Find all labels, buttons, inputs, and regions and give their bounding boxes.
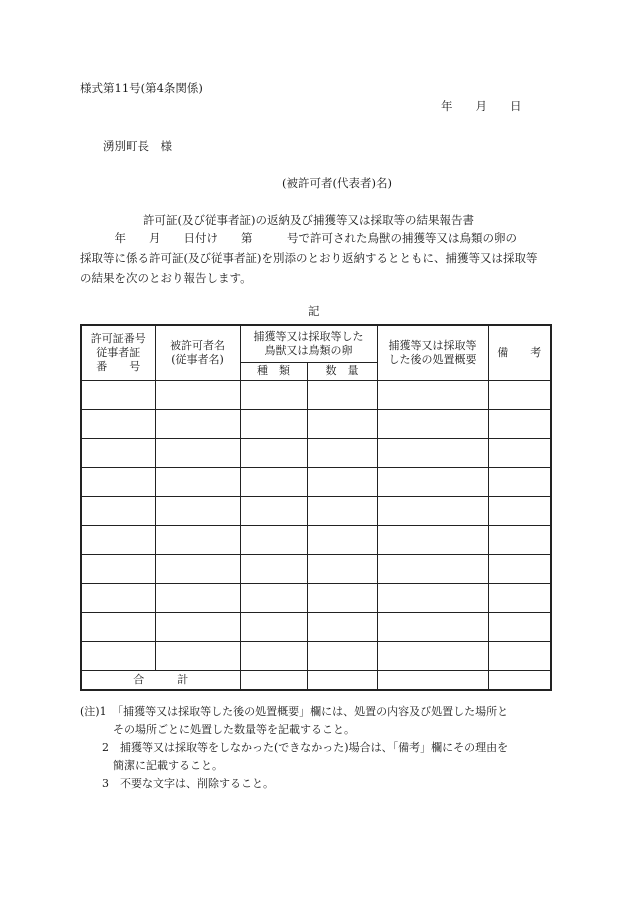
header-row	[81, 325, 551, 362]
cell[interactable]	[377, 380, 488, 409]
cell[interactable]	[155, 380, 240, 409]
note-line: 簡潔に記載すること。	[80, 759, 223, 772]
table-row	[81, 496, 551, 525]
ki-heading: 記	[308, 304, 320, 318]
cell[interactable]	[155, 583, 240, 612]
cell[interactable]	[155, 438, 240, 467]
cell[interactable]	[155, 612, 240, 641]
cell[interactable]	[155, 554, 240, 583]
cell[interactable]	[155, 641, 240, 670]
cell[interactable]	[155, 409, 240, 438]
cell[interactable]	[240, 409, 307, 438]
header-remarks: 備 考	[488, 325, 551, 380]
total-remarks-cell[interactable]	[488, 670, 551, 690]
cell[interactable]	[81, 525, 155, 554]
header-permittee-name: 被許可者名 (従事者名)	[155, 325, 240, 380]
cell[interactable]	[377, 554, 488, 583]
date-line: 年 月 日	[441, 99, 522, 113]
total-disposal-cell[interactable]	[377, 670, 488, 690]
cell[interactable]	[240, 380, 307, 409]
table-row	[81, 409, 551, 438]
cell[interactable]	[377, 438, 488, 467]
cell[interactable]	[307, 438, 377, 467]
header-quantity: 数 量	[307, 362, 377, 380]
total-row	[81, 670, 551, 690]
cell[interactable]	[81, 583, 155, 612]
total-quantity-cell[interactable]	[307, 670, 377, 690]
cell[interactable]	[307, 409, 377, 438]
cell[interactable]	[81, 554, 155, 583]
note-line: (注)1 「捕獲等又は採取等した後の処置概要」欄には、処置の内容及び処置した場所と	[80, 705, 509, 718]
cell[interactable]	[307, 583, 377, 612]
cell[interactable]	[377, 496, 488, 525]
cell[interactable]	[81, 467, 155, 496]
cell[interactable]	[488, 554, 551, 583]
cell[interactable]	[155, 496, 240, 525]
table-row	[81, 612, 551, 641]
body-line: 採取等に係る許可証(及び従事者証)を別添のとおり返納するとともに、捕獲等又は採取等	[80, 251, 538, 265]
cell[interactable]	[81, 380, 155, 409]
notes	[80, 703, 560, 793]
cell[interactable]	[307, 380, 377, 409]
cell[interactable]	[488, 467, 551, 496]
cell[interactable]	[488, 438, 551, 467]
cell[interactable]	[307, 525, 377, 554]
cell[interactable]	[307, 641, 377, 670]
header-kind: 種 類	[240, 362, 307, 380]
table-row	[81, 554, 551, 583]
table-row	[81, 467, 551, 496]
table-row	[81, 438, 551, 467]
header-permit-number: 許可証番号 従事者証 番 号	[81, 325, 155, 380]
cell[interactable]	[155, 525, 240, 554]
cell[interactable]	[81, 612, 155, 641]
cell[interactable]	[240, 525, 307, 554]
addressee: 湧別町長 様	[103, 139, 172, 153]
cell[interactable]	[488, 409, 551, 438]
cell[interactable]	[240, 554, 307, 583]
cell[interactable]	[488, 612, 551, 641]
body-paragraph	[80, 228, 550, 288]
cell[interactable]	[488, 583, 551, 612]
note-line: その場所ごとに処置した数量等を記載すること。	[80, 723, 355, 736]
cell[interactable]	[307, 554, 377, 583]
total-kind-cell[interactable]	[240, 670, 307, 690]
table-row	[81, 583, 551, 612]
cell[interactable]	[488, 380, 551, 409]
cell[interactable]	[377, 612, 488, 641]
cell[interactable]	[81, 438, 155, 467]
form-label: 様式第11号(第4条関係)	[80, 81, 203, 95]
cell[interactable]	[240, 467, 307, 496]
header-captured: 捕獲等又は採取等した 鳥獣又は鳥類の卵	[240, 325, 377, 362]
cell[interactable]	[488, 641, 551, 670]
cell[interactable]	[81, 409, 155, 438]
cell[interactable]	[81, 641, 155, 670]
cell[interactable]	[155, 467, 240, 496]
total-label: 合 計	[81, 670, 240, 690]
cell[interactable]	[377, 641, 488, 670]
cell[interactable]	[240, 641, 307, 670]
table-row	[81, 525, 551, 554]
header-disposal: 捕獲等又は採取等 した後の処置概要	[377, 325, 488, 380]
cell[interactable]	[307, 467, 377, 496]
cell[interactable]	[377, 583, 488, 612]
cell[interactable]	[488, 496, 551, 525]
document-title: 許可証(及び従事者証)の返納及び捕獲等又は採取等の結果報告書	[143, 213, 474, 227]
report-table	[80, 324, 552, 691]
cell[interactable]	[307, 612, 377, 641]
note-line: 2 捕獲等又は採取等をしなかった(できなかった)場合は、「備考」欄にその理由を	[80, 741, 509, 754]
note-line: 3 不要な文字は、削除すること。	[80, 777, 274, 790]
cell[interactable]	[240, 583, 307, 612]
cell[interactable]	[488, 525, 551, 554]
body-line: 年 月 日付け 第 号で許可された鳥獣の捕獲等又は鳥類の卵の	[80, 231, 517, 245]
cell[interactable]	[240, 496, 307, 525]
cell[interactable]	[377, 409, 488, 438]
cell[interactable]	[240, 438, 307, 467]
cell[interactable]	[377, 467, 488, 496]
table-row	[81, 641, 551, 670]
cell[interactable]	[81, 496, 155, 525]
cell[interactable]	[240, 612, 307, 641]
cell[interactable]	[307, 496, 377, 525]
body-line: の結果を次のとおり報告します。	[80, 271, 252, 285]
table-row	[81, 380, 551, 409]
permittee-name: (被許可者(代表者)名)	[282, 176, 392, 190]
cell[interactable]	[377, 525, 488, 554]
